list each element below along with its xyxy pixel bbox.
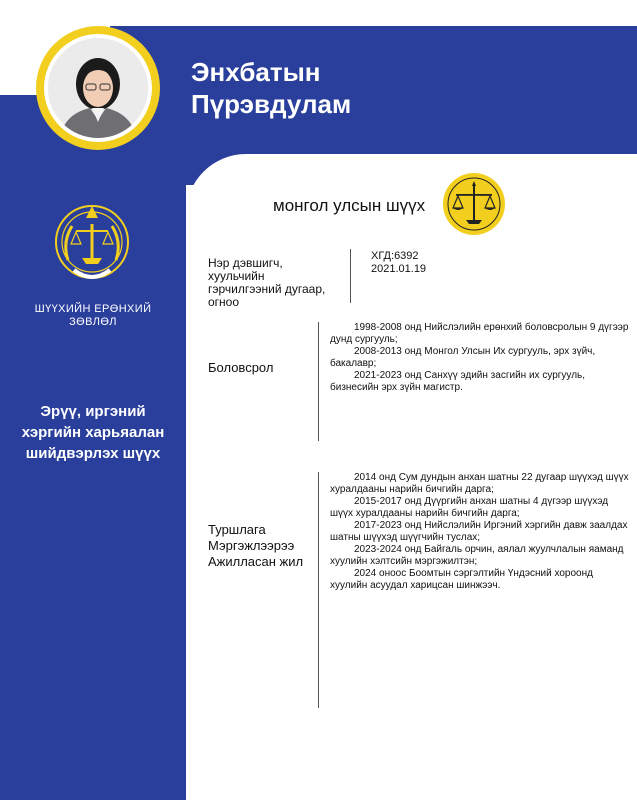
position-line-1: Эрүү, иргэний <box>40 403 146 420</box>
court-scales-icon <box>442 172 506 236</box>
position-title <box>0 401 186 464</box>
portrait-photo <box>48 38 148 138</box>
list-item: 2021-2023 онд Санхүү эдийн засгийн их сургууль, бизнесийн эрх зүйн магистр. <box>330 370 586 393</box>
person-name <box>191 56 351 120</box>
list-item: 2023-2024 онд Байгаль орчин, аялал жуулчлалын яаманд хуулийн хэлтсийн мэргэжилтэн; <box>330 544 624 567</box>
person-icon <box>48 38 148 138</box>
divider <box>350 249 351 303</box>
nomination-label: Нэр дэвшигч, хуульчийн гэрчилгээний дугаар, огноо <box>208 256 326 309</box>
position-line-3: шийдвэрлэх шүүх <box>25 445 161 462</box>
list-item: 2008-2013 онд Монгол Улсын Их сургууль, эрх зүйч, бакалавр; <box>330 346 596 369</box>
name-line-2: Пүрэвдулам <box>191 89 352 119</box>
certificate-code: ХГД:6392 <box>371 250 419 262</box>
experience-list <box>330 472 632 592</box>
position-line-2: хэргийн харьяалан <box>21 424 165 441</box>
organization-name <box>0 303 186 329</box>
certificate-info <box>371 250 426 276</box>
list-item: 2017-2023 онд Нийслэлийн Иргэний хэргийн давж заалдах шатны шүүхэд шүүгчийн туслах; <box>330 520 628 543</box>
org-name-line-1: ШҮҮХИЙН ЕРӨНХИЙ <box>34 303 152 315</box>
list-item: 1998-2008 онд Нийслэлийн ерөнхий боловсролын 9 дүгээр дунд сургууль; <box>330 322 629 345</box>
org-name-line-2: ЗӨВЛӨЛ <box>69 316 117 328</box>
divider <box>318 472 319 708</box>
avatar <box>36 26 160 150</box>
name-line-1: Энхбатын <box>191 57 321 87</box>
list-item: 2015-2017 онд Дүүргийн анхан шатны 4 дүгээр шүүхэд шүүх хуралдааны нарийн бичгийн дарга; <box>330 496 609 519</box>
experience-label: Туршлага Мэргэжлээрээ Ажилласан жил <box>208 522 304 569</box>
list-item: 2024 оноос Боомтын сэргэлтийн Үндэсний хороонд хуулийн асуудал харицсан шинжээч. <box>330 568 593 591</box>
education-list <box>330 322 630 394</box>
education-label: Боловсрол <box>208 360 274 375</box>
list-item: 2014 онд Сум дундын анхан шатны 22 дугаар шүүхэд шүүх хуралдааны нарийн бичгийн дарга; <box>330 472 629 495</box>
certificate-date: 2021.01.19 <box>371 263 427 275</box>
divider <box>318 322 319 441</box>
judicial-council-emblem-icon <box>52 198 132 290</box>
court-name: монгол улсын шүүх <box>273 196 426 215</box>
